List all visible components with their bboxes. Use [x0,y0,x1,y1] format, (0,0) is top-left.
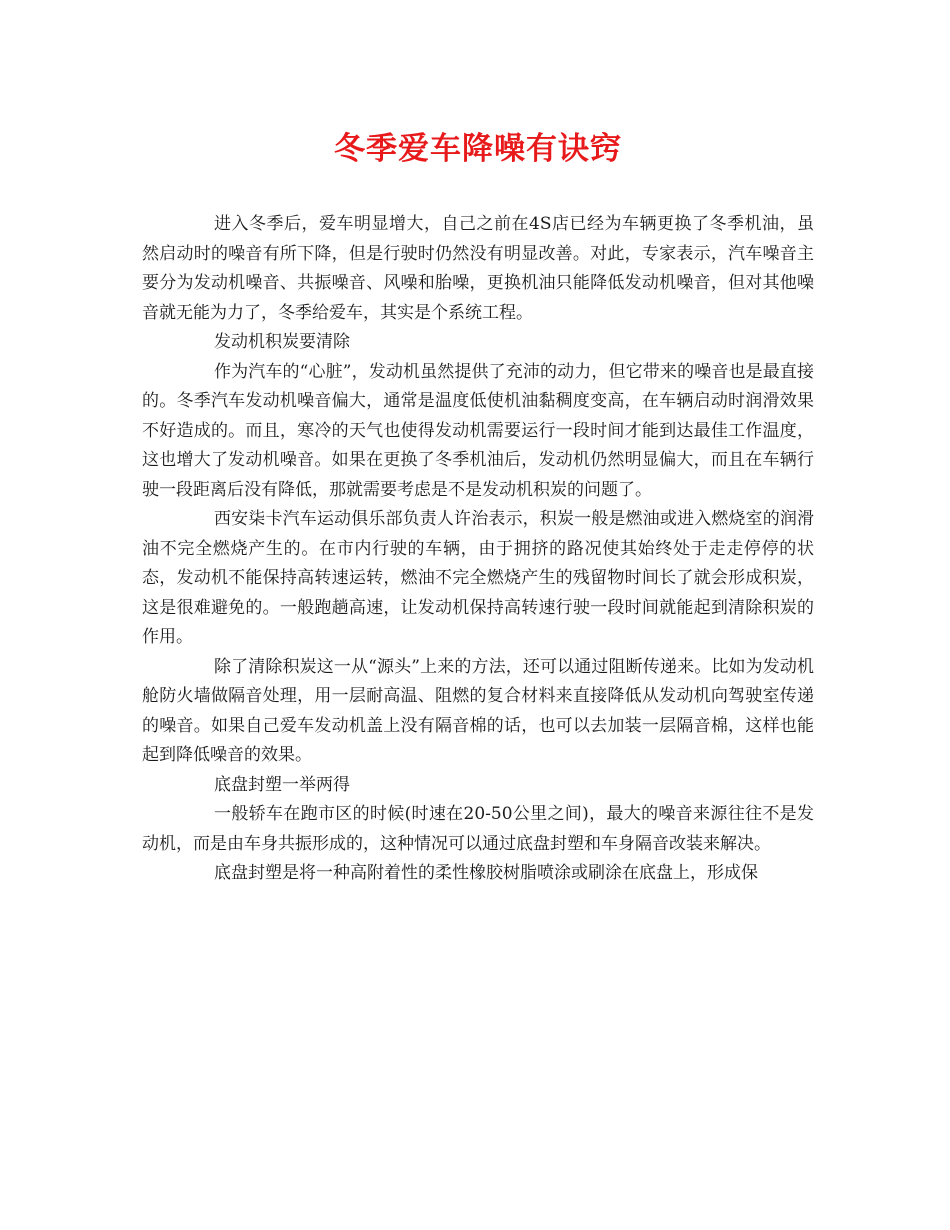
paragraph-sound-insulation: 除了清除积炭这一从“源头”上来的方法，还可以通过阻断传递来。比如为发动机舱防火墙做隔音处理，用一层耐高温、阻燃的复合材料来直接降低从发动机向驾驶室传递的噪音。如果自己爱车发动机盖上没有隔音棉的话，也可以去加装一层隔音棉，这样也能起到降低噪音的效果。 [142,656,814,765]
paragraph-engine-noise: 作为汽车的“心脏”，发动机虽然提供了充沛的动力，但它带来的噪音也是最直接的。冬季汽车发动机噪音偏大，通常是温度低使机油黏稠度变高，在车辆启动时润滑效果不好造成的。而且，寒冷的天气也使得发动机需要运行一段时间才能到达最佳工作温度，这也增大了发动机噪音。如果在更换了冬季机油后，发动机仍然明显偏大，而且在车辆行驶一段距离后没有降低，那就需要考虑是不是发动机积炭的问题了。 [142,361,814,500]
paragraph-intro: 进入冬季后，爱车明显增大，自己之前在4S店已经为车辆更换了冬季机油，虽然启动时的噪音有所下降，但是行驶时仍然没有明显改善。对此，专家表示，汽车噪音主要分为发动机噪音、共振噪音、风噪和胎噪，更换机油只能降低发动机噪音，但对其他噪音就无能为力了，冬季给爱车，其实是个系统工程。 [142,214,814,323]
section-heading-engine-carbon: 发动机积炭要清除 [214,332,350,352]
document-title: 冬季爱车降噪有诀窍 [334,131,622,167]
section-heading-chassis-coating: 底盘封塑一举两得 [214,774,350,795]
document-page [142,118,814,889]
paragraph-resonance-noise: 一般轿车在跑市区的时候(时速在20-50公里之间)，最大的噪音来源往往不是发动机，而是由车身共振形成的，这种情况可以通过底盘封塑和车身隔音改装来解决。 [142,804,814,854]
paragraph-carbon-deposit: 西安柒卡汽车运动俱乐部负责人许治表示，积炭一般是燃油或进入燃烧室的润滑油不完全燃烧产生的。在市内行驶的车辆，由于拥挤的路况使其始终处于走走停停的状态，发动机不能保持高转速运转，燃油不完全燃烧产生的残留物时间长了就会形成积炭，这是很难避免的。一般跑趟高速，让发动机保持高转速行驶一段时间就能起到清除积炭的作用。 [142,509,814,647]
paragraph-chassis-coating: 底盘封塑是将一种高附着性的柔性橡胶树脂喷涂或刷涂在底盘上，形成保 [214,863,758,883]
